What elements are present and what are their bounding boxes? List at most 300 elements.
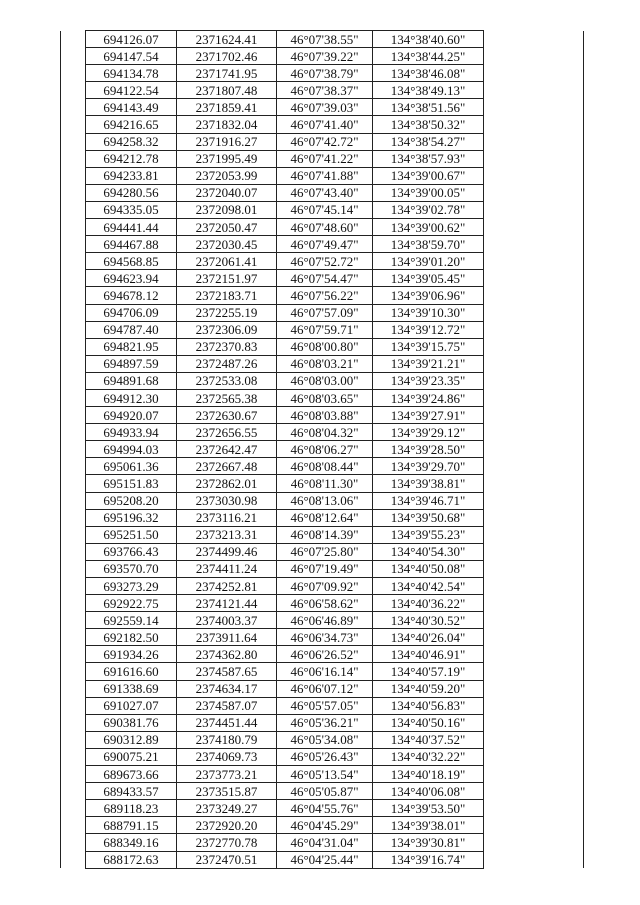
x-coordinate-cell: 694920.07 (86, 407, 177, 424)
longitude-cell: 134°39'16.74" (373, 851, 484, 868)
x-coordinate-cell: 694122.54 (86, 82, 177, 99)
blank-trail-cell (484, 424, 584, 441)
blank-trail-cell (484, 783, 584, 800)
x-coordinate-cell: 695196.32 (86, 509, 177, 526)
blank-lead-cell (61, 543, 86, 560)
longitude-cell: 134°39'00.67" (373, 167, 484, 184)
x-coordinate-cell: 694134.78 (86, 65, 177, 82)
blank-trail-cell (484, 646, 584, 663)
x-coordinate-cell: 688349.16 (86, 834, 177, 851)
x-coordinate-cell: 695151.83 (86, 475, 177, 492)
table-row (61, 629, 584, 646)
x-coordinate-cell: 694933.94 (86, 424, 177, 441)
x-coordinate-cell: 694212.78 (86, 150, 177, 167)
y-coordinate-cell: 2373249.27 (177, 800, 277, 817)
longitude-cell: 134°39'55.23" (373, 526, 484, 543)
table-row (61, 270, 584, 287)
longitude-cell: 134°40'26.04" (373, 629, 484, 646)
longitude-cell: 134°40'37.52" (373, 731, 484, 748)
table-row (61, 424, 584, 441)
longitude-cell: 134°39'46.71" (373, 492, 484, 509)
blank-trail-cell (484, 766, 584, 783)
blank-lead-cell (61, 817, 86, 834)
blank-lead-cell (61, 663, 86, 680)
latitude-cell: 46°08'03.65" (277, 389, 373, 406)
blank-trail-cell (484, 748, 584, 765)
table-row (61, 697, 584, 714)
table-row (61, 355, 584, 372)
blank-lead-cell (61, 65, 86, 82)
y-coordinate-cell: 2372050.47 (177, 219, 277, 236)
latitude-cell: 46°08'03.88" (277, 407, 373, 424)
blank-trail-cell (484, 475, 584, 492)
table-row (61, 407, 584, 424)
x-coordinate-cell: 689118.23 (86, 800, 177, 817)
blank-lead-cell (61, 766, 86, 783)
y-coordinate-cell: 2372061.41 (177, 253, 277, 270)
longitude-cell: 134°39'38.01" (373, 817, 484, 834)
y-coordinate-cell: 2372630.67 (177, 407, 277, 424)
blank-trail-cell (484, 800, 584, 817)
longitude-cell: 134°40'06.08" (373, 783, 484, 800)
latitude-cell: 46°08'14.39" (277, 526, 373, 543)
longitude-cell: 134°38'40.60" (373, 31, 484, 48)
y-coordinate-cell: 2374121.44 (177, 595, 277, 612)
table-row (61, 680, 584, 697)
blank-lead-cell (61, 407, 86, 424)
latitude-cell: 46°06'34.73" (277, 629, 373, 646)
table-row (61, 116, 584, 133)
latitude-cell: 46°07'38.37" (277, 82, 373, 99)
x-coordinate-cell: 693766.43 (86, 543, 177, 560)
blank-lead-cell (61, 48, 86, 65)
longitude-cell: 134°39'50.68" (373, 509, 484, 526)
longitude-cell: 134°39'05.45" (373, 270, 484, 287)
latitude-cell: 46°08'12.64" (277, 509, 373, 526)
blank-lead-cell (61, 389, 86, 406)
blank-trail-cell (484, 509, 584, 526)
blank-trail-cell (484, 253, 584, 270)
y-coordinate-cell: 2371859.41 (177, 99, 277, 116)
latitude-cell: 46°07'19.49" (277, 560, 373, 577)
table-row (61, 184, 584, 201)
latitude-cell: 46°05'26.43" (277, 748, 373, 765)
longitude-cell: 134°39'00.62" (373, 219, 484, 236)
blank-trail-cell (484, 543, 584, 560)
y-coordinate-cell: 2372920.20 (177, 817, 277, 834)
blank-lead-cell (61, 458, 86, 475)
blank-trail-cell (484, 184, 584, 201)
x-coordinate-cell: 691338.69 (86, 680, 177, 697)
y-coordinate-cell: 2371624.41 (177, 31, 277, 48)
x-coordinate-cell: 694821.95 (86, 338, 177, 355)
latitude-cell: 46°05'13.54" (277, 766, 373, 783)
latitude-cell: 46°06'07.12" (277, 680, 373, 697)
y-coordinate-cell: 2372487.26 (177, 355, 277, 372)
latitude-cell: 46°06'26.52" (277, 646, 373, 663)
y-coordinate-cell: 2371741.95 (177, 65, 277, 82)
latitude-cell: 46°07'59.71" (277, 321, 373, 338)
longitude-cell: 134°40'32.22" (373, 748, 484, 765)
table-row (61, 475, 584, 492)
latitude-cell: 46°07'54.47" (277, 270, 373, 287)
blank-lead-cell (61, 851, 86, 868)
blank-trail-cell (484, 219, 584, 236)
x-coordinate-cell: 690381.76 (86, 714, 177, 731)
blank-lead-cell (61, 646, 86, 663)
table-row (61, 766, 584, 783)
blank-trail-cell (484, 714, 584, 731)
longitude-cell: 134°38'51.56" (373, 99, 484, 116)
longitude-cell: 134°39'24.86" (373, 389, 484, 406)
x-coordinate-cell: 689673.66 (86, 766, 177, 783)
blank-lead-cell (61, 834, 86, 851)
blank-trail-cell (484, 851, 584, 868)
latitude-cell: 46°04'45.29" (277, 817, 373, 834)
latitude-cell: 46°07'43.40" (277, 184, 373, 201)
latitude-cell: 46°08'03.00" (277, 372, 373, 389)
blank-lead-cell (61, 321, 86, 338)
y-coordinate-cell: 2373213.31 (177, 526, 277, 543)
latitude-cell: 46°08'13.06" (277, 492, 373, 509)
table-row (61, 578, 584, 595)
blank-lead-cell (61, 714, 86, 731)
blank-lead-cell (61, 82, 86, 99)
latitude-cell: 46°05'34.08" (277, 731, 373, 748)
x-coordinate-cell: 693570.70 (86, 560, 177, 577)
blank-trail-cell (484, 82, 584, 99)
y-coordinate-cell: 2372370.83 (177, 338, 277, 355)
x-coordinate-cell: 694280.56 (86, 184, 177, 201)
blank-trail-cell (484, 560, 584, 577)
x-coordinate-cell: 692559.14 (86, 612, 177, 629)
y-coordinate-cell: 2372183.71 (177, 287, 277, 304)
blank-lead-cell (61, 338, 86, 355)
table-row (61, 509, 584, 526)
longitude-cell: 134°39'23.35" (373, 372, 484, 389)
table-row (61, 817, 584, 834)
table-row (61, 800, 584, 817)
longitude-cell: 134°40'57.19" (373, 663, 484, 680)
blank-trail-cell (484, 407, 584, 424)
y-coordinate-cell: 2371916.27 (177, 133, 277, 150)
y-coordinate-cell: 2372098.01 (177, 201, 277, 218)
x-coordinate-cell: 694787.40 (86, 321, 177, 338)
longitude-cell: 134°39'21.21" (373, 355, 484, 372)
table-row (61, 731, 584, 748)
table-row (61, 82, 584, 99)
latitude-cell: 46°07'38.55" (277, 31, 373, 48)
latitude-cell: 46°08'08.44" (277, 458, 373, 475)
blank-lead-cell (61, 133, 86, 150)
latitude-cell: 46°07'41.88" (277, 167, 373, 184)
table-row (61, 201, 584, 218)
longitude-cell: 134°39'27.91" (373, 407, 484, 424)
table-row (61, 338, 584, 355)
latitude-cell: 46°07'38.79" (277, 65, 373, 82)
longitude-cell: 134°38'59.70" (373, 236, 484, 253)
x-coordinate-cell: 691027.07 (86, 697, 177, 714)
x-coordinate-cell: 694912.30 (86, 389, 177, 406)
y-coordinate-cell: 2374252.81 (177, 578, 277, 595)
longitude-cell: 134°40'36.22" (373, 595, 484, 612)
blank-trail-cell (484, 236, 584, 253)
table-row (61, 595, 584, 612)
latitude-cell: 46°08'11.30" (277, 475, 373, 492)
latitude-cell: 46°07'45.14" (277, 201, 373, 218)
table-row (61, 441, 584, 458)
longitude-cell: 134°39'29.70" (373, 458, 484, 475)
y-coordinate-cell: 2372642.47 (177, 441, 277, 458)
longitude-cell: 134°39'02.78" (373, 201, 484, 218)
longitude-cell: 134°39'38.81" (373, 475, 484, 492)
blank-lead-cell (61, 287, 86, 304)
blank-trail-cell (484, 458, 584, 475)
blank-trail-cell (484, 731, 584, 748)
x-coordinate-cell: 688172.63 (86, 851, 177, 868)
x-coordinate-cell: 694467.88 (86, 236, 177, 253)
blank-trail-cell (484, 492, 584, 509)
x-coordinate-cell: 694258.32 (86, 133, 177, 150)
blank-lead-cell (61, 492, 86, 509)
blank-lead-cell (61, 680, 86, 697)
latitude-cell: 46°04'25.44" (277, 851, 373, 868)
y-coordinate-cell: 2374180.79 (177, 731, 277, 748)
table-row (61, 236, 584, 253)
blank-trail-cell (484, 629, 584, 646)
x-coordinate-cell: 694568.85 (86, 253, 177, 270)
longitude-cell: 134°39'12.72" (373, 321, 484, 338)
y-coordinate-cell: 2374451.44 (177, 714, 277, 731)
blank-lead-cell (61, 595, 86, 612)
table-row (61, 783, 584, 800)
y-coordinate-cell: 2372306.09 (177, 321, 277, 338)
table-row (61, 99, 584, 116)
table-row (61, 253, 584, 270)
table-row (61, 389, 584, 406)
table-row (61, 304, 584, 321)
blank-trail-cell (484, 697, 584, 714)
table-row (61, 287, 584, 304)
blank-lead-cell (61, 578, 86, 595)
blank-trail-cell (484, 355, 584, 372)
blank-lead-cell (61, 731, 86, 748)
blank-lead-cell (61, 355, 86, 372)
x-coordinate-cell: 694143.49 (86, 99, 177, 116)
latitude-cell: 46°08'06.27" (277, 441, 373, 458)
y-coordinate-cell: 2373515.87 (177, 783, 277, 800)
blank-trail-cell (484, 150, 584, 167)
x-coordinate-cell: 694678.12 (86, 287, 177, 304)
x-coordinate-cell: 691934.26 (86, 646, 177, 663)
blank-trail-cell (484, 372, 584, 389)
longitude-cell: 134°39'00.05" (373, 184, 484, 201)
table-row (61, 65, 584, 82)
y-coordinate-cell: 2372040.07 (177, 184, 277, 201)
blank-trail-cell (484, 526, 584, 543)
blank-lead-cell (61, 270, 86, 287)
y-coordinate-cell: 2372030.45 (177, 236, 277, 253)
longitude-cell: 134°40'50.16" (373, 714, 484, 731)
blank-lead-cell (61, 372, 86, 389)
blank-trail-cell (484, 578, 584, 595)
blank-trail-cell (484, 270, 584, 287)
y-coordinate-cell: 2371702.46 (177, 48, 277, 65)
longitude-cell: 134°40'59.20" (373, 680, 484, 697)
blank-lead-cell (61, 475, 86, 492)
latitude-cell: 46°07'39.22" (277, 48, 373, 65)
blank-lead-cell (61, 253, 86, 270)
blank-lead-cell (61, 629, 86, 646)
x-coordinate-cell: 694623.94 (86, 270, 177, 287)
table-row (61, 526, 584, 543)
blank-trail-cell (484, 595, 584, 612)
latitude-cell: 46°04'31.04" (277, 834, 373, 851)
blank-lead-cell (61, 31, 86, 48)
blank-trail-cell (484, 65, 584, 82)
longitude-cell: 134°40'18.19" (373, 766, 484, 783)
y-coordinate-cell: 2372565.38 (177, 389, 277, 406)
table-row (61, 133, 584, 150)
table-row (61, 663, 584, 680)
blank-trail-cell (484, 31, 584, 48)
blank-trail-cell (484, 133, 584, 150)
latitude-cell: 46°05'36.21" (277, 714, 373, 731)
blank-lead-cell (61, 99, 86, 116)
table-row (61, 48, 584, 65)
longitude-cell: 134°39'15.75" (373, 338, 484, 355)
longitude-cell: 134°39'29.12" (373, 424, 484, 441)
longitude-cell: 134°39'01.20" (373, 253, 484, 270)
y-coordinate-cell: 2374499.46 (177, 543, 277, 560)
blank-trail-cell (484, 441, 584, 458)
x-coordinate-cell: 688791.15 (86, 817, 177, 834)
coordinate-table-body (61, 31, 584, 869)
latitude-cell: 46°07'48.60" (277, 219, 373, 236)
blank-lead-cell (61, 748, 86, 765)
y-coordinate-cell: 2371832.04 (177, 116, 277, 133)
blank-trail-cell (484, 612, 584, 629)
longitude-cell: 134°40'56.83" (373, 697, 484, 714)
latitude-cell: 46°07'41.22" (277, 150, 373, 167)
latitude-cell: 46°06'46.89" (277, 612, 373, 629)
table-row (61, 372, 584, 389)
blank-lead-cell (61, 116, 86, 133)
x-coordinate-cell: 694897.59 (86, 355, 177, 372)
table-row (61, 31, 584, 48)
longitude-cell: 134°39'30.81" (373, 834, 484, 851)
blank-lead-cell (61, 236, 86, 253)
y-coordinate-cell: 2374587.07 (177, 697, 277, 714)
x-coordinate-cell: 692182.50 (86, 629, 177, 646)
x-coordinate-cell: 695251.50 (86, 526, 177, 543)
y-coordinate-cell: 2373116.21 (177, 509, 277, 526)
blank-trail-cell (484, 167, 584, 184)
latitude-cell: 46°08'00.80" (277, 338, 373, 355)
table-row (61, 492, 584, 509)
x-coordinate-cell: 694126.07 (86, 31, 177, 48)
blank-trail-cell (484, 99, 584, 116)
table-row (61, 748, 584, 765)
longitude-cell: 134°40'54.30" (373, 543, 484, 560)
longitude-cell: 134°38'57.93" (373, 150, 484, 167)
blank-trail-cell (484, 663, 584, 680)
coordinate-table (60, 30, 584, 869)
blank-trail-cell (484, 287, 584, 304)
blank-trail-cell (484, 680, 584, 697)
longitude-cell: 134°40'46.91" (373, 646, 484, 663)
x-coordinate-cell: 694335.05 (86, 201, 177, 218)
y-coordinate-cell: 2374587.65 (177, 663, 277, 680)
blank-trail-cell (484, 389, 584, 406)
y-coordinate-cell: 2372470.51 (177, 851, 277, 868)
blank-trail-cell (484, 116, 584, 133)
latitude-cell: 46°07'09.92" (277, 578, 373, 595)
table-row (61, 560, 584, 577)
latitude-cell: 46°05'57.05" (277, 697, 373, 714)
x-coordinate-cell: 695208.20 (86, 492, 177, 509)
x-coordinate-cell: 694891.68 (86, 372, 177, 389)
blank-lead-cell (61, 150, 86, 167)
table-row (61, 150, 584, 167)
table-row (61, 714, 584, 731)
y-coordinate-cell: 2371807.48 (177, 82, 277, 99)
longitude-cell: 134°38'49.13" (373, 82, 484, 99)
x-coordinate-cell: 692922.75 (86, 595, 177, 612)
x-coordinate-cell: 694994.03 (86, 441, 177, 458)
blank-lead-cell (61, 184, 86, 201)
latitude-cell: 46°06'16.14" (277, 663, 373, 680)
latitude-cell: 46°08'03.21" (277, 355, 373, 372)
x-coordinate-cell: 694706.09 (86, 304, 177, 321)
latitude-cell: 46°07'39.03" (277, 99, 373, 116)
blank-lead-cell (61, 219, 86, 236)
latitude-cell: 46°07'56.22" (277, 287, 373, 304)
longitude-cell: 134°38'46.08" (373, 65, 484, 82)
longitude-cell: 134°39'28.50" (373, 441, 484, 458)
blank-lead-cell (61, 612, 86, 629)
blank-lead-cell (61, 800, 86, 817)
blank-lead-cell (61, 526, 86, 543)
longitude-cell: 134°38'54.27" (373, 133, 484, 150)
blank-lead-cell (61, 509, 86, 526)
y-coordinate-cell: 2373773.21 (177, 766, 277, 783)
y-coordinate-cell: 2374003.37 (177, 612, 277, 629)
y-coordinate-cell: 2372151.97 (177, 270, 277, 287)
x-coordinate-cell: 695061.36 (86, 458, 177, 475)
y-coordinate-cell: 2374411.24 (177, 560, 277, 577)
table-row (61, 646, 584, 663)
y-coordinate-cell: 2373911.64 (177, 629, 277, 646)
y-coordinate-cell: 2372533.08 (177, 372, 277, 389)
x-coordinate-cell: 693273.29 (86, 578, 177, 595)
table-row (61, 851, 584, 868)
blank-trail-cell (484, 201, 584, 218)
latitude-cell: 46°07'25.80" (277, 543, 373, 560)
longitude-cell: 134°40'42.54" (373, 578, 484, 595)
x-coordinate-cell: 690075.21 (86, 748, 177, 765)
y-coordinate-cell: 2372770.78 (177, 834, 277, 851)
blank-trail-cell (484, 48, 584, 65)
x-coordinate-cell: 691616.60 (86, 663, 177, 680)
blank-lead-cell (61, 697, 86, 714)
longitude-cell: 134°40'50.08" (373, 560, 484, 577)
blank-trail-cell (484, 338, 584, 355)
x-coordinate-cell: 694233.81 (86, 167, 177, 184)
longitude-cell: 134°39'10.30" (373, 304, 484, 321)
blank-trail-cell (484, 304, 584, 321)
longitude-cell: 134°38'44.25" (373, 48, 484, 65)
